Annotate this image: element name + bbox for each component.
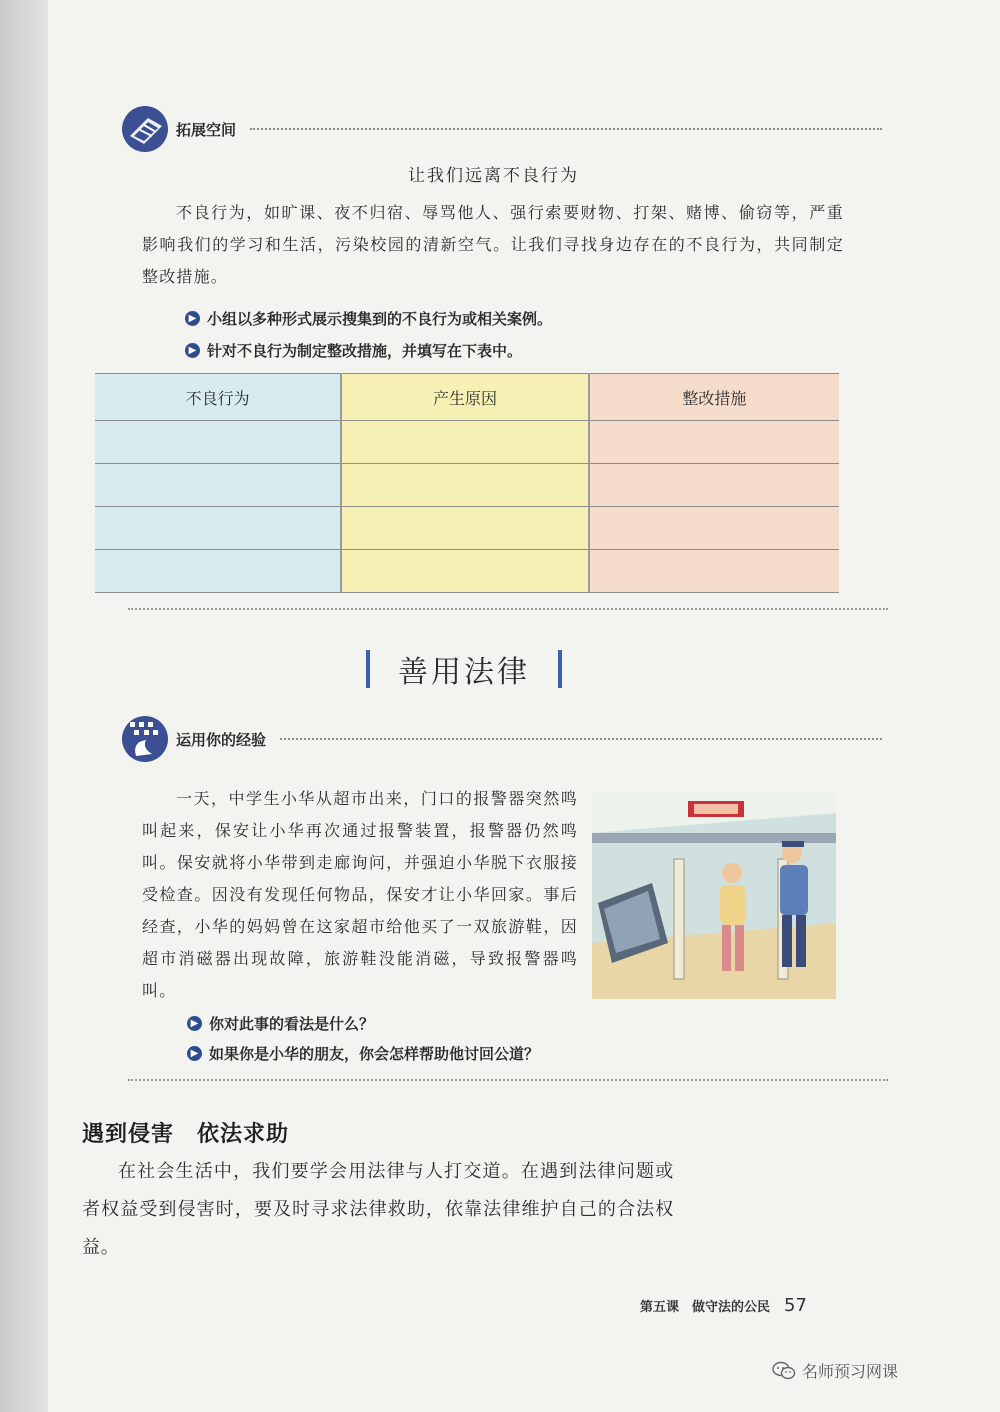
dotted-separator (128, 1079, 888, 1081)
table-header-row (95, 374, 839, 421)
table-row (95, 464, 839, 507)
body-paragraph: 在社会生活中，我们要学会用法律与人打交道。在遇到法律问题或者权益受到侵害时，要及时寻求法律救助，依靠法律维护自己的合法权益。 (82, 1161, 674, 1258)
experience-icon (122, 716, 168, 762)
task-bullet-1: ▶ 小组以多种形式展示搜集到的不良行为或相关案例。 (185, 308, 552, 329)
subheading: 遇到侵害 依法求助 (82, 1122, 290, 1147)
blank-cell[interactable] (341, 550, 588, 593)
blank-cell[interactable] (95, 464, 341, 507)
blank-cell[interactable] (589, 550, 839, 593)
table-row (95, 507, 839, 550)
page-footer (640, 1295, 807, 1316)
blank-cell[interactable] (589, 421, 839, 464)
arrow-bullet-icon: ▶ (187, 1046, 202, 1061)
page-number: 57 (784, 1295, 807, 1316)
blank-cell[interactable] (589, 507, 839, 550)
blank-cell[interactable] (95, 421, 341, 464)
section-header-expand (122, 106, 882, 152)
behavior-table (95, 373, 839, 593)
task-bullet-2: ▶ 针对不良行为制定整改措施，并填写在下表中。 (185, 340, 522, 361)
arrow-bullet-icon: ▶ (187, 1016, 202, 1031)
section-header-experience (122, 716, 882, 762)
title-bar-left (366, 650, 370, 688)
header-bad-behavior: 不良行为 (95, 374, 341, 421)
activity-title: 让我们远离不良行为 (408, 166, 579, 186)
supermarket-illustration (592, 793, 836, 999)
table-row (95, 421, 839, 464)
header-cause: 产生原因 (341, 374, 588, 421)
wechat-icon (772, 1361, 796, 1381)
blank-cell[interactable] (341, 507, 588, 550)
table-row (95, 550, 839, 593)
arrow-bullet-icon: ▶ (185, 311, 200, 326)
title-bar-right (558, 650, 562, 688)
arrow-bullet-icon: ▶ (185, 343, 200, 358)
dotted-separator (128, 608, 888, 610)
question-bullet-2: ▶ 如果你是小华的朋友，你会怎样帮助他讨回公道？ (187, 1043, 539, 1064)
section-label: 运用你的经验 (176, 730, 267, 749)
blank-cell[interactable] (95, 550, 341, 593)
chapter-title: 善用法律 (366, 647, 562, 691)
question-bullet-1: ▶ 你对此事的看法是什么？ (187, 1013, 374, 1034)
watermark: 名师预习网课 (772, 1359, 898, 1382)
blank-cell[interactable] (589, 464, 839, 507)
header-measures: 整改措施 (589, 374, 839, 421)
story-paragraph: 一天，中学生小华从超市出来，门口的报警器突然鸣叫起来，保安让小华再次通过报警装置，报警器仍然鸣叫。保安就将小华带到走廊询问，并强迫小华脱下衣服接受检查。因没有发现任何物品，保安才让小华回家。事后经查，小华的妈妈曾在这家超市给他买了一双旅游鞋，因超市消磁器出现故障，旅游鞋没能消磁，导致报警器鸣叫。 (142, 789, 578, 1000)
lesson-title: 第五课 做守法的公民 (640, 1300, 771, 1315)
section-label: 拓展空间 (176, 120, 237, 139)
blank-cell[interactable] (341, 421, 588, 464)
expand-space-icon (122, 106, 168, 152)
dotted-rule (280, 738, 882, 740)
blank-cell[interactable] (341, 464, 588, 507)
book-gutter (0, 0, 48, 1412)
blank-cell[interactable] (95, 507, 341, 550)
activity-paragraph: 不良行为，如旷课、夜不归宿、辱骂他人、强行索要财物、打架、赌博、偷窃等，严重影响我们的学习和生活，污染校园的清新空气。让我们寻找身边存在的不良行为，共同制定整改措施。 (142, 203, 844, 286)
dotted-rule (250, 128, 882, 130)
